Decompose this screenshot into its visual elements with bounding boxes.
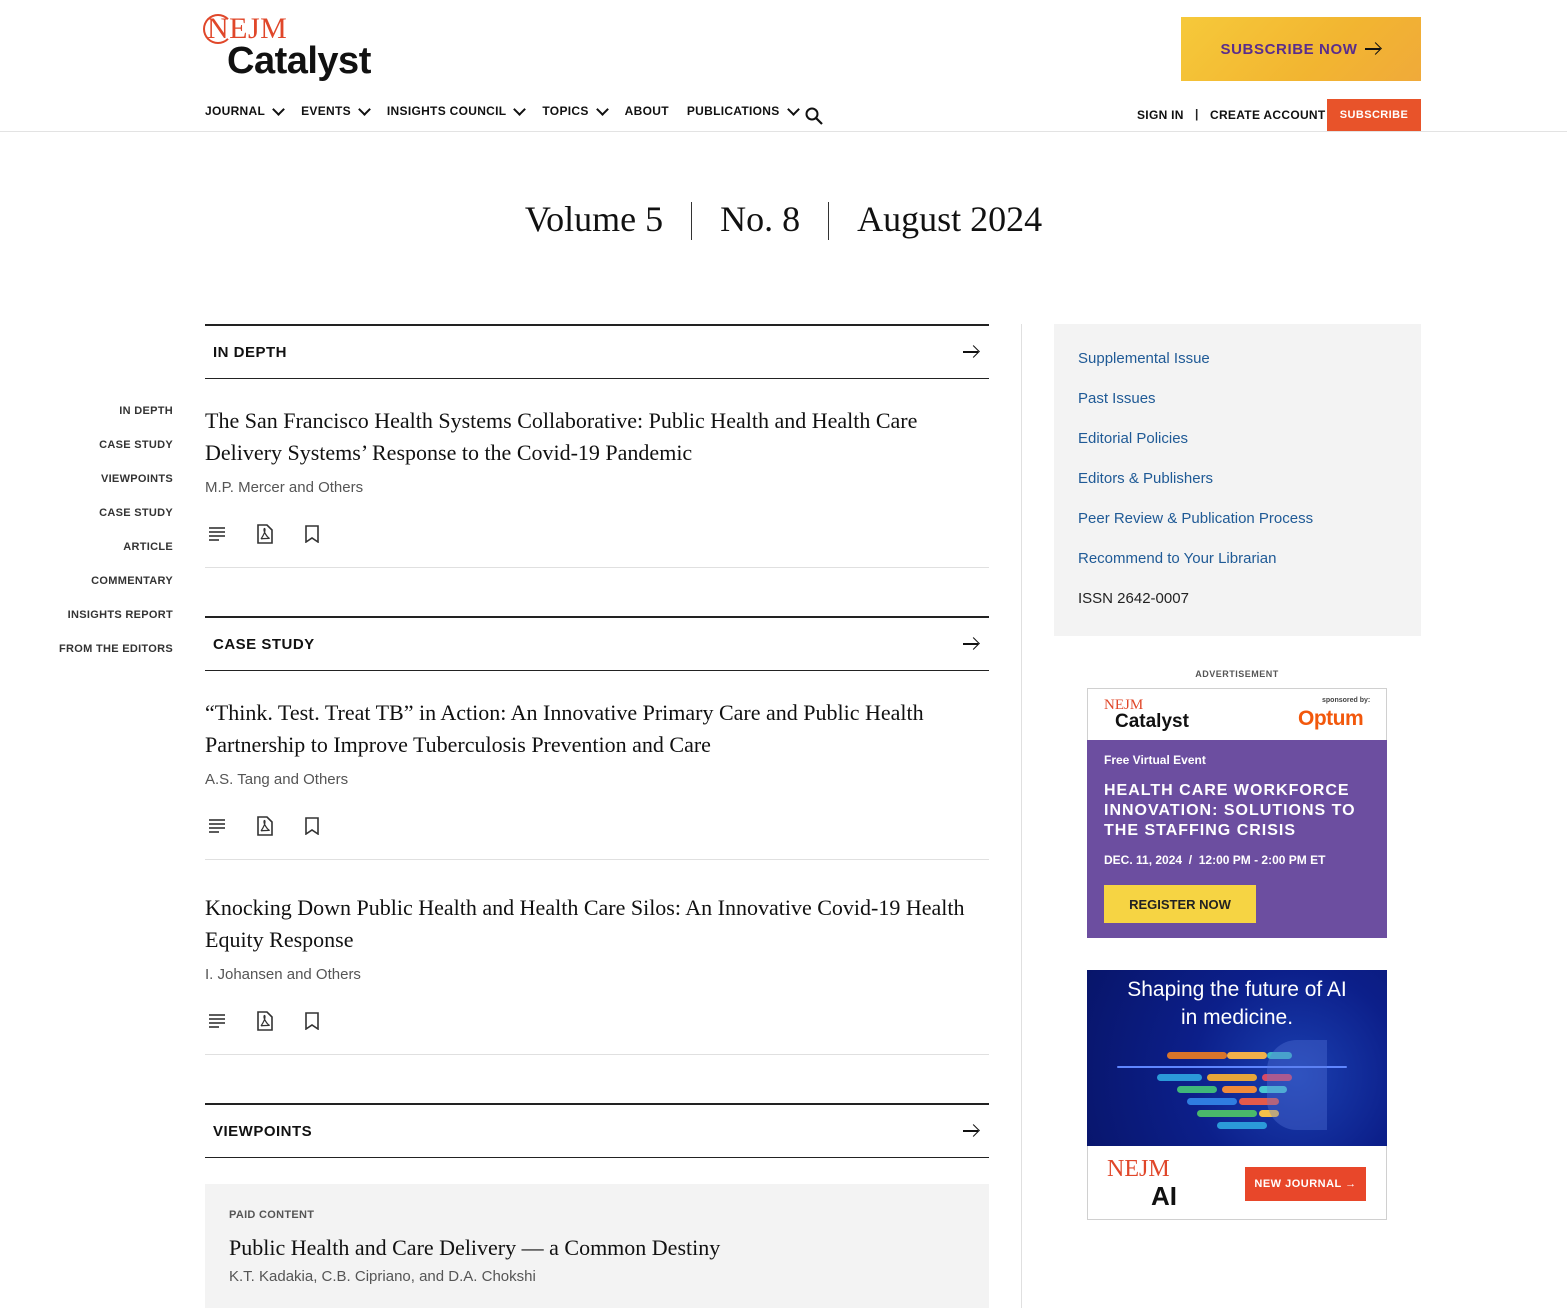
bookmark-icon[interactable] <box>304 817 320 835</box>
chevron-down-icon <box>596 103 609 116</box>
nav-publications[interactable]: PUBLICATIONS <box>687 104 798 118</box>
header-separator: | <box>1195 107 1199 121</box>
sidenav-item[interactable]: VIEWPOINTS <box>100 473 173 485</box>
column-divider <box>1021 324 1022 1308</box>
ad-logo-catalyst: Catalyst <box>1115 711 1189 732</box>
article-actions <box>208 1011 320 1031</box>
full-text-icon[interactable] <box>208 817 226 835</box>
create-account-link[interactable]: CREATE ACCOUNT <box>1210 108 1326 122</box>
chevron-down-icon <box>272 103 285 116</box>
arrow-right-icon <box>963 638 979 650</box>
ad-ai-logo-ai: AI <box>1151 1181 1177 1211</box>
link-peer-review[interactable]: Peer Review & Publication Process <box>1078 510 1314 527</box>
paid-content-authors: K.T. Kadakia, C.B. Cipriano, and D.A. Chokshi <box>229 1268 536 1285</box>
article-authors: A.S. Tang and Others <box>205 771 349 788</box>
bookmark-icon[interactable] <box>304 1012 320 1030</box>
section-header-viewpoints[interactable]: VIEWPOINTS <box>205 1103 989 1158</box>
article-title[interactable]: “Think. Test. Treat TB” in Action: An Innovative Primary Care and Public Health Partnership to Improve Tuberculosis Prevention and Care <box>205 700 924 757</box>
header-divider <box>0 131 1567 132</box>
full-text-icon[interactable] <box>208 1012 226 1030</box>
ad-sponsored-label: sponsored by: <box>1322 697 1371 704</box>
sidenav-item[interactable]: COMMENTARY <box>91 575 173 587</box>
logo-nejm[interactable]: NEJM <box>205 12 285 46</box>
section-header-in-depth[interactable]: IN DEPTH <box>205 324 989 379</box>
link-editorial-policies[interactable]: Editorial Policies <box>1078 430 1189 447</box>
nav-insights-council[interactable]: INSIGHTS COUNCIL <box>387 104 524 118</box>
ad-kicker: Free Virtual Event <box>1104 753 1206 767</box>
issue-number: No. 8 <box>720 199 801 239</box>
ad-headline: HEALTH CARE WORKFORCE INNOVATION: SOLUTIONS TO THE STAFFING CRISIS <box>1104 782 1356 839</box>
new-journal-button[interactable]: NEW JOURNAL → <box>1245 1167 1366 1201</box>
arrow-right-icon <box>963 1125 979 1137</box>
article-title[interactable]: The San Francisco Health Systems Collaborative: Public Health and Health Care Delivery Systems’ Response to the Covid-19 Pandemic <box>205 408 918 465</box>
row-divider <box>205 567 989 568</box>
issue-date: August 2024 <box>857 199 1043 239</box>
link-recommend-librarian[interactable]: Recommend to Your Librarian <box>1078 550 1277 567</box>
paid-content-label: PAID CONTENT <box>229 1209 315 1221</box>
subscribe-now-banner[interactable]: SUBSCRIBE NOW <box>1181 17 1421 81</box>
nav-about[interactable]: ABOUT <box>624 104 669 118</box>
pdf-icon[interactable] <box>256 524 274 544</box>
row-divider <box>205 859 989 860</box>
sign-in-link[interactable]: SIGN IN <box>1137 108 1184 122</box>
nav-topics[interactable]: TOPICS <box>542 104 606 118</box>
full-text-icon[interactable] <box>208 525 226 543</box>
arrow-right-icon <box>1365 43 1381 55</box>
title-divider <box>691 202 692 240</box>
sidenav-item[interactable]: CASE STUDY <box>99 439 173 451</box>
chevron-down-icon <box>514 103 527 116</box>
logo-catalyst[interactable]: Catalyst <box>227 40 371 82</box>
section-header-case-study[interactable]: CASE STUDY <box>205 616 989 671</box>
article-actions <box>208 524 320 544</box>
chevron-down-icon <box>787 103 800 116</box>
nav-journal[interactable]: JOURNAL <box>205 104 283 118</box>
section-sidenav <box>59 405 173 677</box>
subscribe-button[interactable]: SUBSCRIBE <box>1327 99 1421 131</box>
sidenav-item[interactable]: INSIGHTS REPORT <box>67 609 173 621</box>
advertisement-label: ADVERTISEMENT <box>1195 669 1279 679</box>
issn-text: ISSN 2642-0007 <box>1078 590 1189 607</box>
link-supplemental-issue[interactable]: Supplemental Issue <box>1078 350 1210 367</box>
bookmark-icon[interactable] <box>304 525 320 543</box>
article-authors: M.P. Mercer and Others <box>205 479 364 496</box>
sidenav-item[interactable]: CASE STUDY <box>99 507 173 519</box>
ad-date: DEC. 11, 2024 / 12:00 PM - 2:00 PM ET <box>1104 853 1326 867</box>
arrow-right-icon <box>963 346 979 358</box>
article-title[interactable]: Knocking Down Public Health and Health Care Silos: An Innovative Covid-19 Health Equity Response <box>205 895 965 952</box>
ad-ai-logo-nejm: NEJM <box>1107 1156 1170 1182</box>
link-past-issues[interactable]: Past Issues <box>1078 390 1156 407</box>
issue-title <box>0 198 1567 240</box>
search-icon[interactable] <box>805 107 823 125</box>
main-nav <box>205 104 816 118</box>
title-divider <box>828 202 829 240</box>
chevron-down-icon <box>358 103 371 116</box>
article-authors: I. Johansen and Others <box>205 966 361 983</box>
ad-logo-nejm: NEJM <box>1104 697 1144 713</box>
sidenav-item[interactable]: ARTICLE <box>123 541 173 553</box>
issue-volume: Volume 5 <box>524 199 664 239</box>
sidenav-item[interactable]: IN DEPTH <box>119 405 173 417</box>
pdf-icon[interactable] <box>256 816 274 836</box>
pdf-icon[interactable] <box>256 1011 274 1031</box>
row-divider <box>205 1054 989 1055</box>
article-actions <box>208 816 320 836</box>
link-editors-publishers[interactable]: Editors & Publishers <box>1078 470 1214 487</box>
paid-content-title[interactable]: Public Health and Care Delivery — a Common Destiny <box>229 1235 721 1260</box>
sidenav-item[interactable]: FROM THE EDITORS <box>59 643 173 655</box>
ad-sponsor-logo: Optum <box>1298 707 1364 730</box>
ad-ai-headline: Shaping the future of AI in medicine. <box>1127 978 1347 1029</box>
register-now-button[interactable]: REGISTER NOW <box>1104 885 1256 923</box>
nav-events[interactable]: EVENTS <box>301 104 369 118</box>
